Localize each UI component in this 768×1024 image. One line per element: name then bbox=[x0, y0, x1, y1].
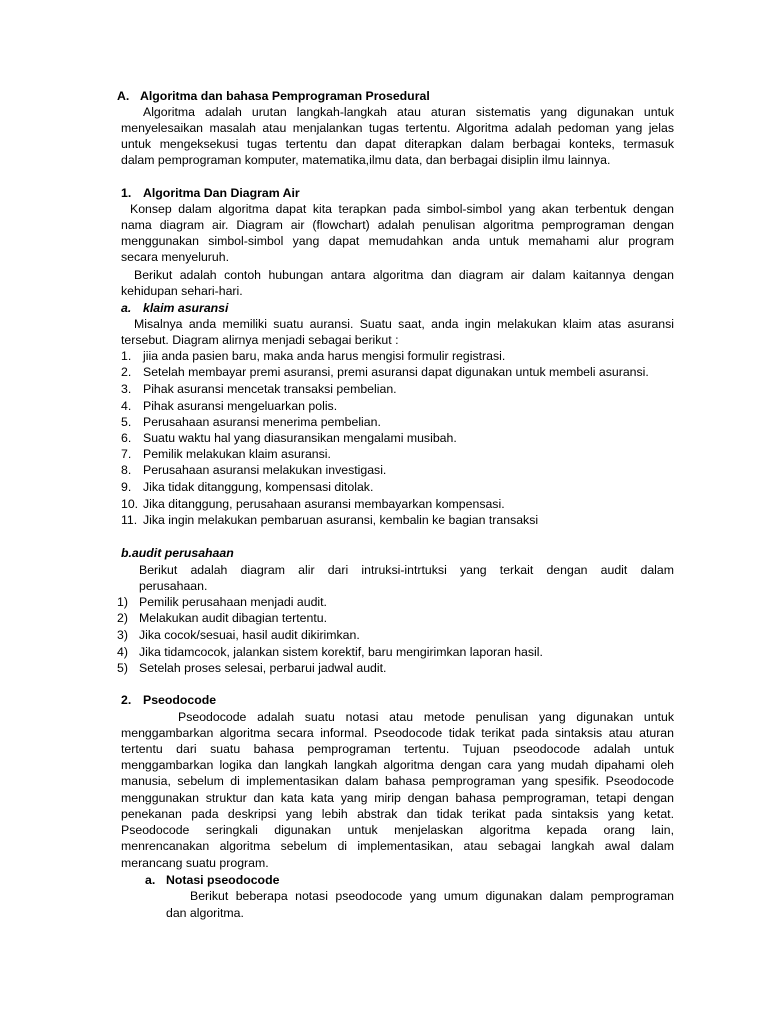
section-2-para-line: tertentu dari suatu bahasa pemprograman tertentu. Tujuan pseodocode adalah untuk bbox=[121, 742, 674, 756]
section-1-para-line: secara menyeluruh. bbox=[121, 250, 229, 264]
section-2-para-line: manusia, sebelum di implementasikan dalam bahasa pemprograman yang spesifik. Pseodocode bbox=[121, 774, 674, 788]
klaim-item-number: 8. bbox=[121, 463, 132, 477]
section-2-marker: 2. bbox=[121, 693, 132, 707]
notasi-para-line: Berikut beberapa notasi pseodocode yang umum digunakan dalam pemprograman bbox=[190, 889, 674, 903]
klaim-item-text: Pihak asuransi mencetak transaksi pembelian. bbox=[143, 382, 397, 396]
section-2-heading: Pseodocode bbox=[143, 693, 217, 707]
klaim-item-number: 11. bbox=[121, 513, 138, 527]
klaim-item-number: 2. bbox=[121, 365, 132, 379]
audit-item-number: 1) bbox=[117, 595, 128, 609]
section-a-heading: Algoritma dan bahasa Pemprograman Prosedural bbox=[140, 89, 430, 103]
klaim-item-text: Perusahaan asuransi melakukan investigasi. bbox=[143, 463, 387, 477]
audit-item-text: Jika cocok/sesuai, hasil audit dikirimkan. bbox=[139, 628, 360, 642]
section-2-para-line: menggambarkan algoritma secara informal. Pseodocode tidak terikat pada sintaksis atau aturan bbox=[121, 726, 674, 740]
section-2-para-line: Pseodocode seringkali digunakan untuk menjelaskan algoritma kepada orang lain, bbox=[121, 823, 674, 837]
klaim-item-text: Suatu waktu hal yang diasuransikan mengalami musibah. bbox=[143, 431, 457, 445]
klaim-item-number: 9. bbox=[121, 480, 132, 494]
section-1-para-line: menggunakan simbol-simbol yang dapat memudahkan anda untuk memahami alur program bbox=[121, 234, 674, 248]
klaim-item-text: Jika tidak ditanggung, kompensasi ditolak. bbox=[143, 480, 374, 494]
section-2-para-line: penekanan pada deskripsi yang lebih abstrak dan tidak terikat pada sintaksis yang ketat. bbox=[121, 807, 674, 821]
audit-item-number: 5) bbox=[117, 661, 128, 675]
klaim-item-number: 3. bbox=[121, 382, 132, 396]
section-1-marker: 1. bbox=[121, 186, 132, 200]
section-a-para-line: untuk mengeksekusi tugas tertentu dan dapat diterapkan dalam berbagai konteks, termasuk bbox=[121, 137, 674, 151]
section-2-para-line: menrencanakan algoritma sebelum di implementasikan, atau sebagai langkah awal dalam bbox=[121, 839, 674, 853]
audit-item-number: 4) bbox=[117, 645, 128, 659]
klaim-item-text: Perusahaan asuransi menerima pembelian. bbox=[143, 415, 381, 429]
audit-item-text: Melakukan audit dibagian tertentu. bbox=[139, 611, 327, 625]
audit-item-text: Setelah proses selesai, perbarui jadwal audit. bbox=[139, 661, 387, 675]
section-a-para-line: Algoritma adalah urutan langkah-langkah atau aturan sistematis yang digunakan untuk bbox=[143, 105, 674, 119]
section-2-para-line: menggunakan struktur dan kata kata yang mirip dengan bahasa pemprograman, tetapi dengan bbox=[121, 791, 674, 805]
audit-para-line: Berikut adalah diagram alir dari intruksi-intrtuksi yang terkait dengan audit dalam bbox=[139, 563, 674, 577]
klaim-item-number: 10. bbox=[121, 497, 139, 511]
klaim-item-number: 5. bbox=[121, 415, 132, 429]
section-a-para-line: dalam pemprograman komputer, matematika,ilmu data, dan berbagai disiplin ilmu lainnya. bbox=[121, 153, 611, 167]
section-a-para-line: menyelesaikan masalah atau menjalankan tugas tertentu. Algoritma adalah pedoman yang jelas bbox=[121, 121, 674, 135]
section-2-para-line: Pseodocode adalah suatu notasi atau metode penulisan yang digunakan untuk bbox=[178, 710, 674, 724]
audit-para-line: perusahaan. bbox=[139, 579, 208, 593]
audit-item-number: 2) bbox=[117, 611, 128, 625]
klaim-item-text: Pihak asuransi mengeluarkan polis. bbox=[143, 399, 338, 413]
section-1-para-line: Berikut adalah contoh hubungan antara algoritma dan diagram air dalam kaitannya dengan bbox=[134, 268, 674, 282]
klaim-para-line: Misalnya anda memiliki suatu auransi. Suatu saat, anda ingin melakukan klaim atas asuransi bbox=[134, 317, 674, 331]
klaim-item-text: Setelah membayar premi asuransi, premi asuransi dapat digunakan untuk membeli asuransi. bbox=[143, 365, 649, 379]
klaim-item-number: 1. bbox=[121, 349, 132, 363]
klaim-item-number: 4. bbox=[121, 399, 132, 413]
audit-heading: b.audit perusahaan bbox=[121, 546, 234, 560]
notasi-marker: a. bbox=[145, 873, 156, 887]
klaim-item-text: Jika ditanggung, perusahaan asuransi membayarkan kompensasi. bbox=[143, 497, 505, 511]
audit-item-number: 3) bbox=[117, 628, 128, 642]
section-2-para-line: merancang suatu program. bbox=[121, 856, 269, 870]
section-a-marker: A. bbox=[117, 89, 130, 103]
notasi-para-line: dan algoritma. bbox=[166, 906, 244, 920]
audit-item-text: Jika tidamcocok, jalankan sistem korektif, baru mengirimkan laporan hasil. bbox=[139, 645, 543, 659]
klaim-heading: klaim asuransi bbox=[143, 301, 229, 315]
klaim-item-text: jiia anda pasien baru, maka anda harus mengisi formulir registrasi. bbox=[143, 349, 506, 363]
section-1-para-line: kehidupan sehari-hari. bbox=[121, 284, 243, 298]
klaim-item-number: 7. bbox=[121, 447, 132, 461]
klaim-para-line: tersebut. Diagram alirnya menjadi sebagai berikut : bbox=[121, 333, 399, 347]
audit-item-text: Pemilik perusahaan menjadi audit. bbox=[139, 595, 327, 609]
section-1-para-line: Konsep dalam algoritma dapat kita terapkan pada simbol-simbol yang akan terbentuk dengan bbox=[130, 202, 674, 216]
section-2-para-line: menggambarkan logika dan langkah langkah algoritma dengan cara yang mudah dipahami oleh bbox=[121, 758, 674, 772]
klaim-item-text: Pemilik melakukan klaim asuransi. bbox=[143, 447, 331, 461]
section-1-para-line: nama diagram air. Diagram air (flowchart) adalah penulisan algoritma pemprograman dengan bbox=[121, 218, 674, 232]
klaim-item-text: Jika ingin melakukan pembaruan asuransi, kembalin ke bagian transaksi bbox=[143, 513, 539, 527]
klaim-item-number: 6. bbox=[121, 431, 132, 445]
klaim-marker: a. bbox=[121, 301, 132, 315]
notasi-heading: Notasi pseodocode bbox=[166, 873, 280, 887]
section-1-heading: Algoritma Dan Diagram Air bbox=[143, 186, 300, 200]
